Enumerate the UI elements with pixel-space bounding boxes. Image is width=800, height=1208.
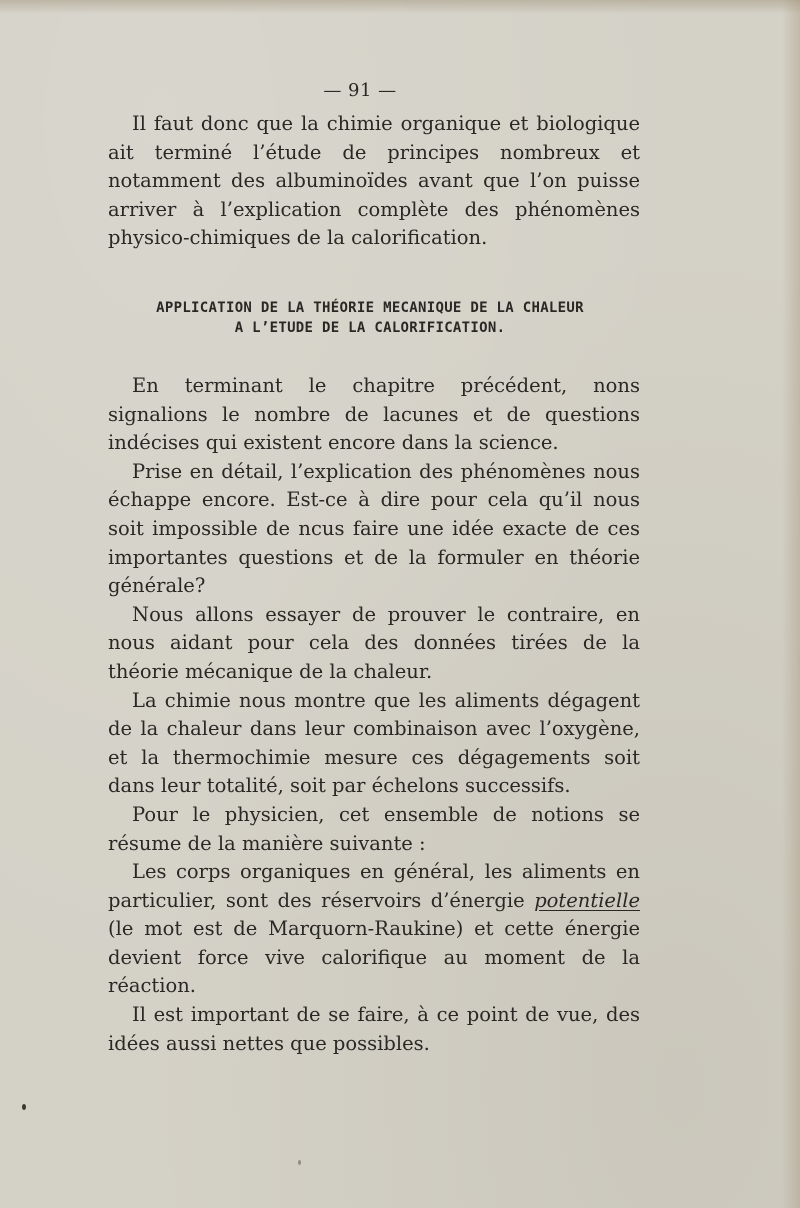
section-heading-line-1: APPLICATION DE LA THÉORIE MECANIQUE DE LA CHALEUR (156, 300, 584, 316)
paragraph: Prise en détail, l’explication des phénomènes nous échappe encore. Est-ce à dire pour cela qu’il nous soit impossible de ncus faire une idée exacte de ces importantes questions et de la formuler en théorie générale? (108, 459, 640, 598)
section-heading-line-2: A L’ETUDE DE LA CALORIFICATION. (234, 320, 506, 336)
page-edge-right (782, 0, 800, 1208)
intro-block (108, 110, 640, 253)
body-text (108, 372, 640, 1058)
paragraph-last: Il est important de se faire, à ce point de vue, des idées aussi nettes que possibles. (108, 1003, 640, 1055)
paragraph: En terminant le chapitre précédent, nons signalions le nombre de lacunes et de questions indécises qui existent encore dans la science. (108, 374, 640, 455)
emphasis-potentielle: potentielle (534, 888, 640, 912)
page-edge-top (0, 0, 800, 14)
ink-speck (22, 1104, 26, 1110)
paragraph-energy (108, 858, 640, 1001)
paragraph-energy-start: Les corps organiques en général, les aliments en particulier, sont des réservoirs d’énergie (108, 860, 640, 912)
intro-paragraph: Il faut donc que la chimie organique et biologique ait terminé l’étude de principes nombreux et notamment des albuminoïdes avant que l’on puisse arriver à l’explication complète des phénomènes physico-chimiques de la calorification. (108, 112, 640, 250)
ink-speck (298, 1160, 301, 1165)
page-number: — 91 — (323, 80, 397, 101)
paragraph: Pour le physicien, cet ensemble de notions se résume de la manière suivante : (108, 802, 640, 855)
section-heading (120, 298, 620, 338)
paragraph: Nous allons essayer de prouver le contraire, en nous aidant pour cela des données tirées de la théorie mécanique de la chaleur. (108, 602, 640, 683)
paragraph-energy-end: (le mot est de Marquorn-Raukine) et cette énergie devient force vive calorifique au moment de la réaction. (108, 917, 640, 998)
paragraph: La chimie nous montre que les aliments dégagent de la chaleur dans leur combinaison avec l’oxygène, et la thermochimie mesure ces dégagements soit dans leur totalité, soit par échelons successifs. (108, 688, 640, 798)
